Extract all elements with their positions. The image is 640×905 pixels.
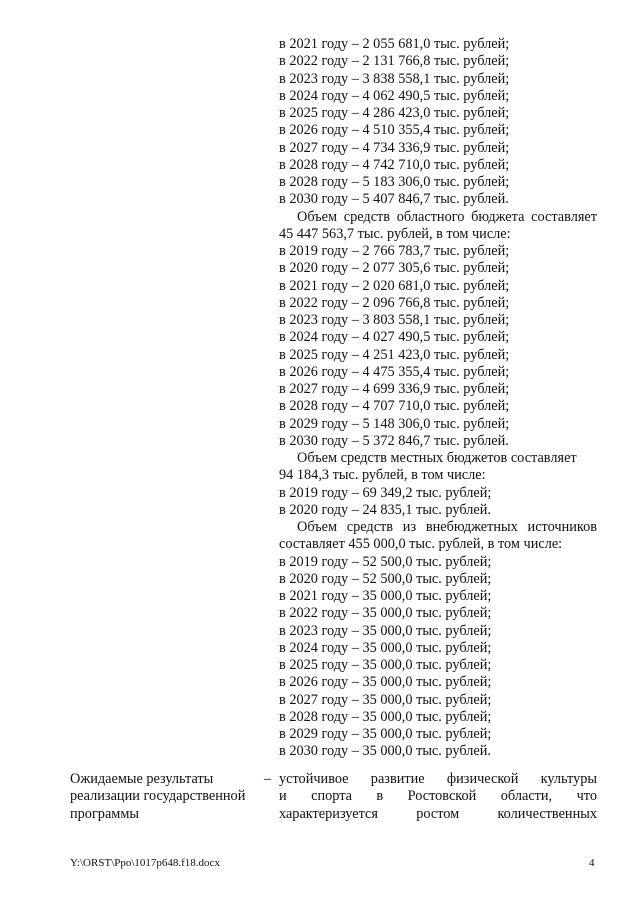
expected-results-text-line: и спорта в Ростовской области, что [279,788,597,805]
extrabudgetary-line: в 2019 году – 52 500,0 тыс. рублей; [279,553,492,570]
regional-budget-heading: Объем средств областного бюджета составляет [297,208,597,225]
regional-budget-line: в 2030 году – 5 372 846,7 тыс. рублей. [279,432,509,449]
local-budgets-heading: Объем средств местных бюджетов составляет [297,450,577,466]
local-budgets-total: 94 184,3 тыс. рублей, в том числе: [279,467,486,484]
regional-budget-line: в 2023 году – 3 803 558,1 тыс. рублей; [279,312,510,328]
expected-results-label-line: программы [70,805,140,822]
regional-budget-line: в 2026 году – 4 475 355,4 тыс. рублей; [279,363,510,380]
extrabudgetary-line: в 2025 году – 35 000,0 тыс. рублей; [279,657,492,673]
extrabudgetary-heading: Объем средств из внебюджетных источников [297,519,597,535]
page-number: 4 [589,857,595,869]
extrabudgetary-line: в 2022 году – 35 000,0 тыс. рублей; [279,605,492,622]
extrabudgetary-line: в 2027 году – 35 000,0 тыс. рублей; [279,691,492,708]
funding-line: в 2021 году – 2 055 681,0 тыс. рублей; [279,36,510,52]
regional-budget-line: в 2020 году – 2 077 305,6 тыс. рублей; [279,260,510,277]
regional-budget-line: в 2028 году – 4 707 710,0 тыс. рублей; [279,398,510,415]
footer-file-path: Y:\ORST\Ppo\1017p648.f18.docx [70,857,220,869]
regional-budget-line: в 2019 году – 2 766 783,7 тыс. рублей; [279,243,510,259]
expected-results-text [279,771,597,823]
funding-line: в 2024 году – 4 062 490,5 тыс. рублей; [279,87,510,104]
regional-budget-line: в 2027 году – 4 699 336,9 тыс. рублей; [279,381,510,397]
expected-results-label-line: реализации государственной [70,788,246,805]
extrabudgetary-line: в 2023 году – 35 000,0 тыс. рублей; [279,622,492,639]
extrabudgetary-line: в 2020 году – 52 500,0 тыс. рублей; [279,570,492,587]
regional-budget-line: в 2029 году – 5 148 306,0 тыс. рублей; [279,415,510,432]
expected-results-label-line: Ожидаемые результаты [70,771,214,787]
extrabudgetary-line: в 2029 году – 35 000,0 тыс. рублей; [279,726,492,742]
regional-budget-line: в 2025 году – 4 251 423,0 тыс. рублей; [279,346,510,363]
funding-line: в 2028 году – 5 183 306,0 тыс. рублей; [279,174,510,190]
funding-line: в 2022 году – 2 131 766,8 тыс. рублей; [279,53,510,70]
local-budgets-line: в 2019 году – 69 349,2 тыс. рублей; [279,484,492,501]
expected-results-dash: – [264,771,272,787]
extrabudgetary-line: в 2021 году – 35 000,0 тыс. рублей; [279,588,492,604]
funding-line: в 2025 году – 4 286 423,0 тыс. рублей; [279,105,510,121]
regional-budget-total: 45 447 563,7 тыс. рублей, в том числе: [279,225,511,242]
regional-budget-line: в 2021 году – 2 020 681,0 тыс. рублей; [279,277,510,294]
extrabudgetary-line: в 2028 году – 35 000,0 тыс. рублей; [279,708,492,725]
funding-line: в 2023 году – 3 838 558,1 тыс. рублей; [279,70,510,87]
funding-line: в 2030 году – 5 407 846,7 тыс. рублей. [279,191,509,208]
expected-results-label [70,771,260,823]
funding-line: в 2027 году – 4 734 336,9 тыс. рублей; [279,139,510,156]
expected-results-text-line: характеризуется ростом количественных [279,805,597,822]
regional-budget-line: в 2024 году – 4 027 490,5 тыс. рублей; [279,329,510,346]
extrabudgetary-line: в 2026 году – 35 000,0 тыс. рублей; [279,674,492,691]
funding-line: в 2028 году – 4 742 710,0 тыс. рублей; [279,156,510,173]
extrabudgetary-total: составляет 455 000,0 тыс. рублей, в том числе: [279,536,563,553]
funding-text-column [279,36,597,761]
local-budgets-line: в 2020 году – 24 835,1 тыс. рублей. [279,501,491,518]
expected-results-text-line: устойчивое развитие физической культуры [279,771,597,787]
funding-line: в 2026 году – 4 510 355,4 тыс. рублей; [279,122,510,139]
extrabudgetary-line: в 2030 году – 35 000,0 тыс. рублей. [279,743,491,760]
regional-budget-line: в 2022 году – 2 096 766,8 тыс. рублей; [279,294,510,311]
extrabudgetary-line: в 2024 году – 35 000,0 тыс. рублей; [279,639,492,656]
